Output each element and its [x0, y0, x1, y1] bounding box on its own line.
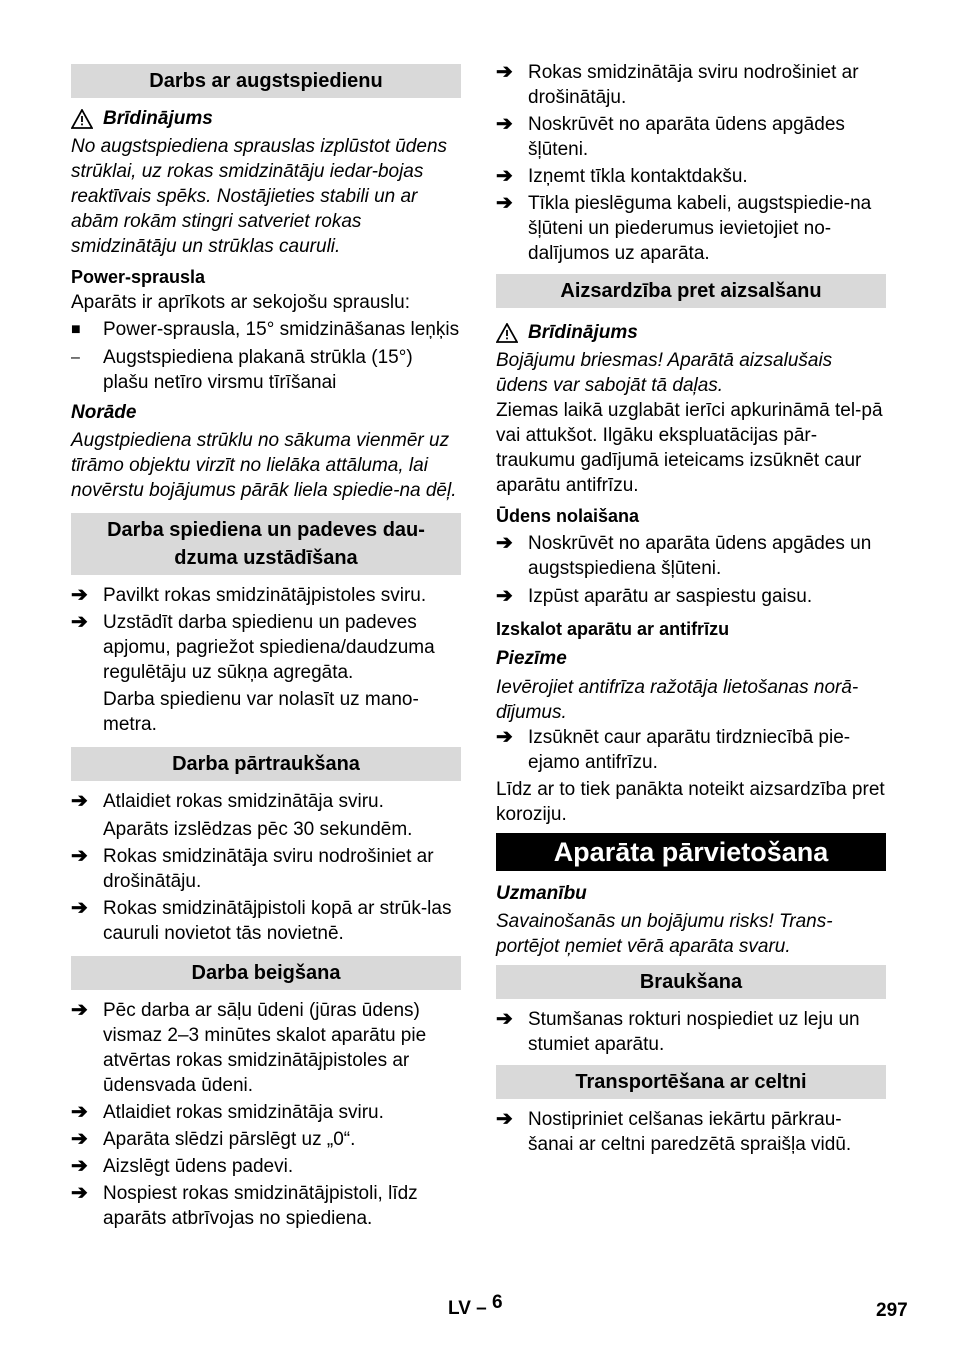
list-item	[496, 725, 886, 775]
list-item	[71, 896, 461, 946]
right-column	[496, 60, 886, 1157]
list-item-text: Nostipriniet celšanas iekārtu pārkrau-šanai ar celtni paredzētā spraišļa vidū.	[528, 1109, 852, 1155]
list-item	[71, 317, 461, 342]
subheading: Ūdens nolaišana	[496, 506, 640, 526]
list-item-text: Power-sprausla, 15° smidzināšanas leņķis	[103, 319, 460, 340]
dash-bullet: –	[71, 349, 80, 366]
arrow-right-icon: ➔	[71, 790, 88, 812]
warning-heading	[71, 106, 461, 131]
warning-triangle-icon	[496, 323, 518, 343]
section-heading: Darba spiediena un padeves dau-dzuma uzstādīšana	[71, 513, 461, 575]
list-item-text: Pavilkt rokas smidzinātājpistoles sviru.	[103, 585, 427, 606]
list-item-text: Stumšanas rokturi nospiediet uz leju un stumiet aparātu.	[528, 1009, 860, 1055]
arrow-right-icon: ➔	[496, 165, 513, 187]
warning-text: Bojājumu briesmas! Aparātā aizsalušais ūdens var sabojāt tā daļas.	[496, 350, 833, 396]
paragraph: Aparāts ir aprīkots ar sekojošu sprauslu:	[71, 292, 410, 313]
list-item-text: Noskrūvēt no aparāta ūdens apgādes šļūteni.	[528, 114, 845, 160]
arrow-right-icon: ➔	[71, 1128, 88, 1150]
note-text: Augstpiediena strūklu no sākuma vienmēr uz tīrāmo objektu virzīt no lielāka attāluma, lai novērstu bojājumus pārāk liela spiedie-na dēļ.	[71, 430, 457, 501]
list-item	[71, 1181, 461, 1231]
list-item	[496, 531, 886, 581]
left-column	[71, 60, 461, 1231]
section-heading: Aizsardzība pret aizsalšanu	[496, 274, 886, 308]
list-item-text: Izņemt tīkla kontaktdakšu.	[528, 166, 748, 187]
arrow-right-icon: ➔	[71, 1101, 88, 1123]
arrow-right-icon: ➔	[496, 532, 513, 554]
list-item	[496, 112, 886, 162]
list-item-text: Nospiest rokas smidzinātājpistoli, līdz aparāts atbrīvojas no spiediena.	[103, 1183, 418, 1229]
arrow-right-icon: ➔	[496, 585, 513, 607]
list-item-text: Aparāta slēdzi pārslēgt uz „0“.	[103, 1129, 356, 1150]
list-item	[71, 844, 461, 894]
arrow-right-icon: ➔	[496, 192, 513, 214]
caution-text: Savainošanās un bojājumu risks! Trans-portējot ņemiet vērā aparāta svaru.	[496, 911, 833, 957]
list-item-text: Izpūst aparātu ar saspiestu gaisu.	[528, 586, 813, 607]
section-heading: Darbs ar augstspiedienu	[71, 64, 461, 98]
footer-language-page	[448, 1292, 503, 1321]
list-item-text: Pēc darba ar sāļu ūdeni (jūras ūdens) vismaz 2–3 minūtes skalot aparātu pie atvērtas rokas smidzinātājpistoles ar ūdensvada ūdeni.	[103, 1000, 427, 1096]
list-item	[71, 1100, 461, 1125]
list-item	[496, 584, 886, 609]
warning-heading	[496, 320, 886, 345]
paragraph: Ziemas laikā uzglabāt ierīci apkurināmā tel-pā vai attukšot. Ilgāku ekspluatācijas pār-traukumu gadījumā ieteicams izsūknēt caur aparātu antifrīzu.	[496, 400, 883, 496]
paragraph: Darba spiedienu var nolasīt uz mano-metra.	[103, 689, 419, 735]
list-item	[71, 583, 461, 608]
chapter-heading: Aparāta pārvietošana	[496, 833, 886, 871]
footer-dash: –	[476, 1298, 487, 1319]
section-heading: Braukšana	[496, 965, 886, 999]
list-item-text: Noskrūvēt no aparāta ūdens apgādes un augstspiediena šļūteni.	[528, 533, 872, 579]
list-item-text: Rokas smidzinātāja sviru nodrošiniet ar drošinātāju.	[103, 846, 434, 892]
list-item	[496, 164, 886, 189]
arrow-right-icon: ➔	[71, 845, 88, 867]
arrow-right-icon: ➔	[71, 1155, 88, 1177]
list-item-text: Rokas smidzinātāja sviru nodrošiniet ar drošinātāju.	[528, 62, 859, 108]
list-item	[71, 1154, 461, 1179]
step-list	[71, 583, 461, 685]
subheading: Power-sprausla	[71, 267, 206, 287]
footer-section-page: 6	[492, 1292, 503, 1313]
warning-title: Brīdinājums	[103, 108, 213, 129]
step-list	[71, 998, 461, 1231]
list-item	[71, 345, 461, 395]
paragraph: Līdz ar to tiek panākta noteikt aizsardzība pret koroziju.	[496, 779, 885, 825]
list-item	[71, 610, 461, 685]
list-item	[71, 1127, 461, 1152]
list-item	[496, 191, 886, 266]
list-item-text: Tīkla pieslēguma kabeli, augstspiedie-na šļūteni un piederumus ievietojiet no-dalījumos uz aparāta.	[528, 193, 872, 264]
arrow-right-icon: ➔	[71, 611, 88, 633]
arrow-right-icon: ➔	[71, 584, 88, 606]
list-item-text: Rokas smidzinātājpistoli kopā ar strūk-las cauruli novietot tās novietnē.	[103, 898, 452, 944]
list-item-text: Atlaidiet rokas smidzinātāja sviru.	[103, 1102, 384, 1123]
caution-title: Uzmanību	[496, 883, 587, 904]
subheading: Izskalot aparātu ar antifrīzu	[496, 619, 730, 639]
section-heading: Darba pārtraukšana	[71, 747, 461, 781]
footer-language: LV	[448, 1298, 471, 1319]
arrow-right-icon: ➔	[71, 999, 88, 1021]
page-number: 297	[876, 1300, 908, 1321]
list-item	[71, 998, 461, 1098]
list-item	[496, 60, 886, 110]
list-item-text: Aizslēgt ūdens padevi.	[103, 1156, 294, 1177]
arrow-right-icon: ➔	[496, 1008, 513, 1030]
list-item-text: Atlaidiet rokas smidzinātāja sviru.	[103, 791, 384, 812]
arrow-right-icon: ➔	[496, 61, 513, 83]
list-item	[496, 1007, 886, 1057]
section-heading: Transportēšana ar celtni	[496, 1065, 886, 1099]
warning-title: Brīdinājums	[528, 322, 638, 343]
arrow-right-icon: ➔	[496, 1108, 513, 1130]
square-bullet-icon: ■	[71, 321, 81, 338]
list-item	[71, 789, 461, 814]
warning-triangle-icon	[71, 109, 93, 129]
note-title: Norāde	[71, 402, 137, 423]
arrow-right-icon: ➔	[496, 726, 513, 748]
section-heading: Darba beigšana	[71, 956, 461, 990]
arrow-right-icon: ➔	[71, 897, 88, 919]
arrow-right-icon: ➔	[71, 1182, 88, 1204]
list-item-text: Uzstādīt darba spiedienu un padeves apjomu, pagriežot spiediena/daudzuma regulētāju uz sūkņa agregāta.	[103, 612, 435, 683]
note-text: Ievērojiet antifrīza ražotāja lietošanas norā-dījumus.	[496, 677, 859, 723]
arrow-right-icon: ➔	[496, 113, 513, 135]
list-item	[496, 1107, 886, 1157]
warning-text: No augstspiediena sprauslas izplūstot ūdens strūklai, uz rokas smidzinātāju iedar-bojas reaktīvais spēks. Nostājieties stabili un ar abām rokām stingri satveriet rokas smidzinātāju un strūklas cauruli.	[71, 136, 448, 257]
paragraph: Aparāts izslēdzas pēc 30 sekundēm.	[103, 819, 413, 840]
list-item-text: Augstspiediena plakanā strūkla (15°) plašu netīro virsmu tīrīšanai	[103, 347, 413, 393]
list-item-text: Izsūknēt caur aparātu tirdzniecībā pie-ejamo antifrīzu.	[528, 727, 851, 773]
note-title: Piezīme	[496, 648, 567, 669]
